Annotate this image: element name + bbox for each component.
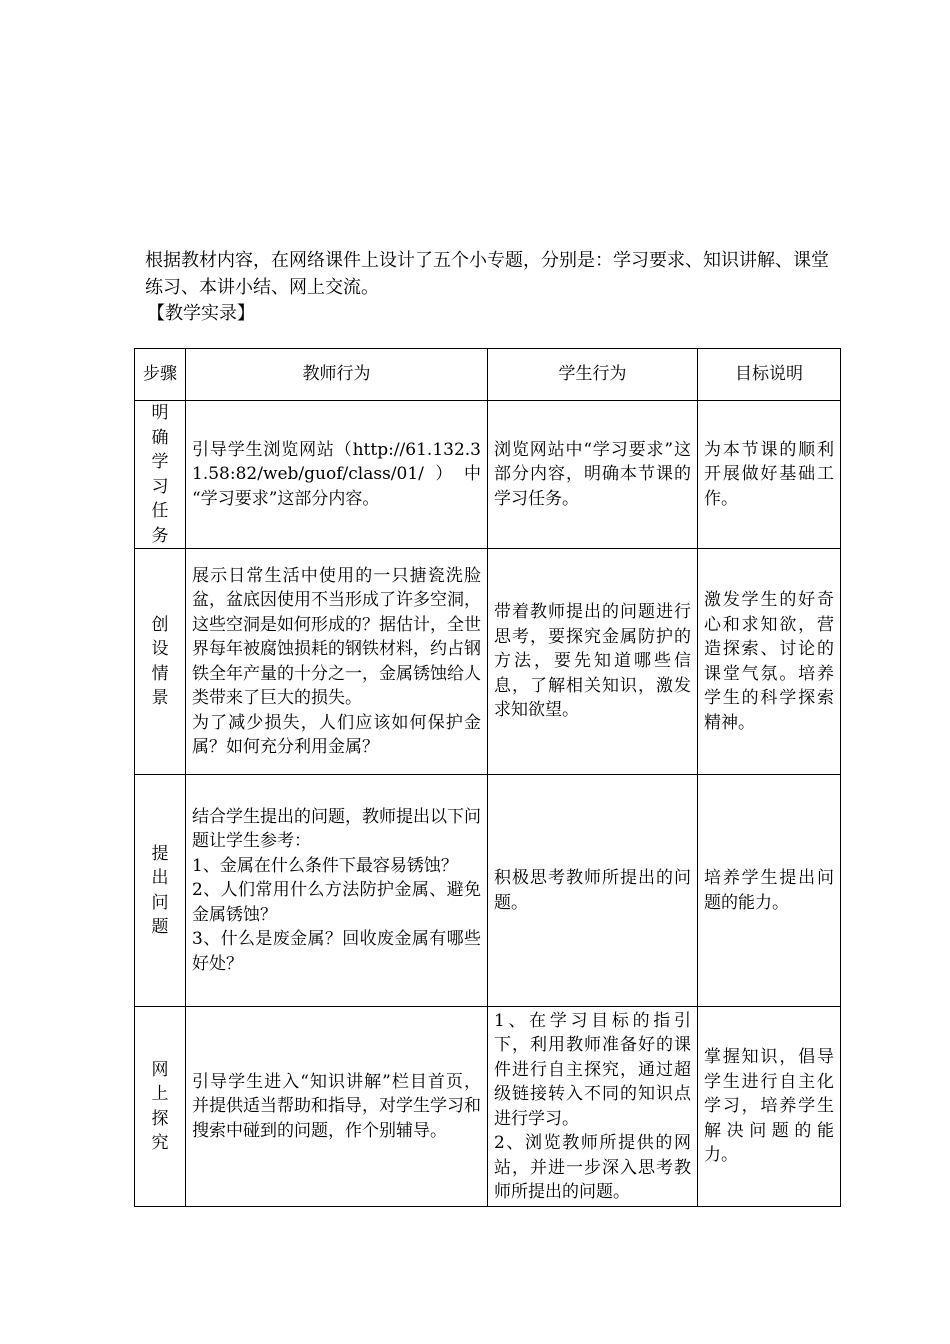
goal-cell: 培养学生提出问题的能力。 xyxy=(698,775,841,1007)
header-teacher: 教师行为 xyxy=(186,349,488,401)
table-row xyxy=(135,401,841,549)
goal-cell: 激发学生的好奇心和求知欲，营造探索、讨论的课堂气氛。培养学生的科学探索精神。 xyxy=(698,549,841,775)
goal-cell: 掌握知识，倡导学生进行自主化学习，培养学生解决问题的能力。 xyxy=(698,1007,841,1207)
student-cell: 积极思考教师所提出的问题。 xyxy=(488,775,698,1007)
header-step: 步骤 xyxy=(135,349,186,401)
teacher-cell: 引导学生进入“知识讲解”栏目首页，并提供适当帮助和指导，对学生学习和搜索中碰到的问题，作个别辅导。 xyxy=(186,1007,488,1207)
student-cell: 浏览网站中“学习要求”这部分内容，明确本节课的学习任务。 xyxy=(488,401,698,549)
table-row xyxy=(135,1007,841,1207)
table-row xyxy=(135,775,841,1007)
step-cell: 网上探究 xyxy=(135,1007,186,1207)
section-heading: 【教学实录】 xyxy=(147,303,255,324)
teaching-record-table xyxy=(134,348,841,1207)
goal-cell: 为本节课的顺利开展做好基础工作。 xyxy=(698,401,841,549)
step-cell: 提出问题 xyxy=(135,775,186,1007)
student-cell: 1、在学习目标的指引下，利用教师准备好的课件进行自主探究，通过超级链接转入不同的知识点进行学习。 2、浏览教师所提供的网站，并进一步深入思考教师所提出的问题。 xyxy=(488,1007,698,1207)
teacher-cell: 结合学生提出的问题，教师提出以下问题让学生参考： 1、金属在什么条件下最容易锈蚀？ 2、人们常用什么方法防护金属、避免金属锈蚀？ 3、什么是废金属？回收废金属有哪些好处？ xyxy=(186,775,488,1007)
step-cell: 明确学习任务 xyxy=(135,401,186,549)
student-cell: 带着教师提出的问题进行思考，要探究金属防护的方法，要先知道哪些信息，了解相关知识，激发求知欲望。 xyxy=(488,549,698,775)
step-cell: 创设情景 xyxy=(135,549,186,775)
table-row xyxy=(135,549,841,775)
table-header-row xyxy=(135,349,841,401)
teacher-cell: 展示日常生活中使用的一只搪瓷洗脸盆，盆底因使用不当形成了许多空洞，这些空洞是如何形成的？据估计，全世界每年被腐蚀损耗的钢铁材料，约占钢铁全年产量的十分之一，金属锈蚀给人类带来了巨大的损失。 为了减少损失，人们应该如何保护金属？如何充分利用金属？ xyxy=(186,549,488,775)
header-student: 学生行为 xyxy=(488,349,698,401)
intro-paragraph: 根据教材内容，在网络课件上设计了五个小专题，分别是：学习要求、知识讲解、课堂练习、本讲小结、网上交流。 xyxy=(145,250,829,298)
header-goal: 目标说明 xyxy=(698,349,841,401)
teacher-cell: 引导学生浏览网站（http://61.132.31.58:82/web/guof/class/01/）中 “学习要求”这部分内容。 xyxy=(186,401,488,549)
